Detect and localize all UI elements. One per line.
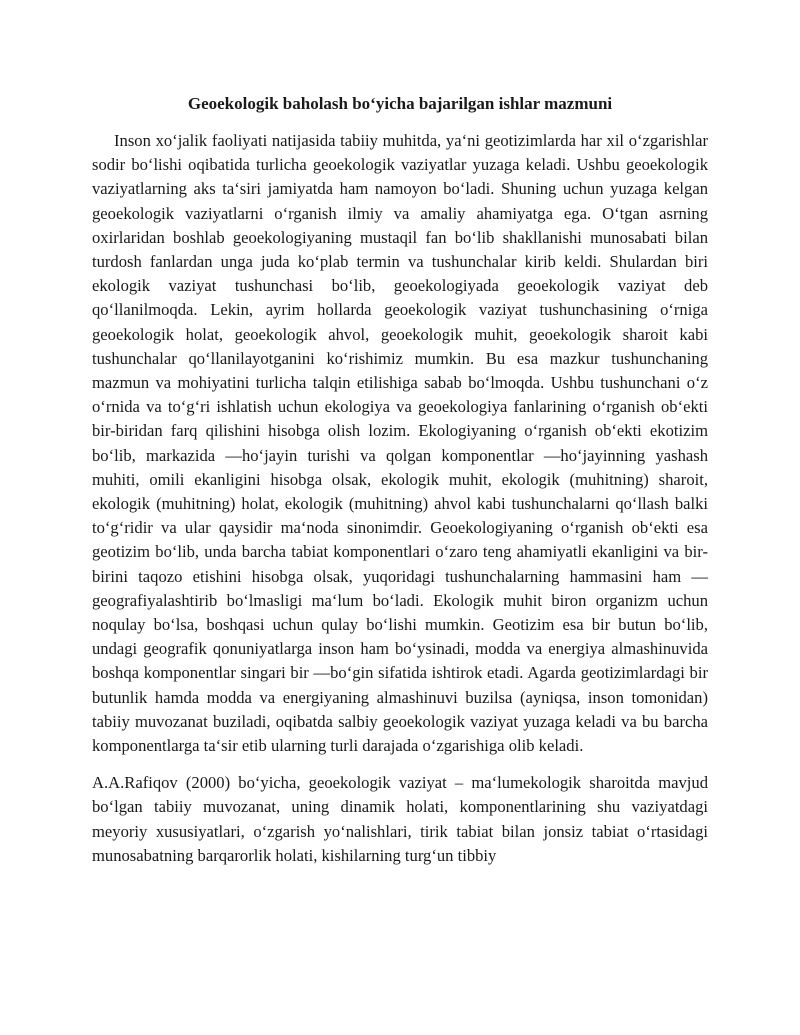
body-paragraph-1: Inson xo‘jalik faoliyati natijasida tabiiy muhitda, ya‘ni geotizimlarda har xil o‘zgarishlar sodir bo‘lishi oqibatida turlicha geoekologik vaziyatlar yuzaga keladi. Ushbu geoekologik vaziyatlarning aks ta‘siri jamiyatda ham namoyon bo‘ladi. Shuning uchun yuzaga kelgan geoekologik vaziyatlarni o‘rganish ilmiy va amaliy ahamiyatga ega. O‘tgan asrning oxirlaridan boshlab geoekologiyaning mustaqil fan bo‘lib shakllanishi munosabati bilan turdosh fanlardan unga juda ko‘plab termin va tushunchalar kirib keldi. Shulardan biri ekologik vaziyat tushunchasi bo‘lib, geoekologiyada geoekologik vaziyat deb qo‘llanilmoqda. Lekin, ayrim hollarda geoekologik vaziyat tushunchasining o‘rniga geoekologik holat, geoekologik ahvol, geoekologik muhit, geoekologik sharoit kabi tushunchalar qo‘llanilayotganini ko‘rishimiz mumkin. Bu esa mazkur tushunchaning mazmun va mohiyatini turlicha talqin etilishiga sabab bo‘lmoqda. Ushbu tushunchani o‘z o‘rnida va to‘g‘ri ishlatish uchun ekologiya va geoekologiya fanlarining o‘rganish ob‘ekti bir-biridan farq qilishini hisobga olish lozim. Ekologiyaning o‘rganish ob‘ekti ekotizim bo‘lib, markazida —ho‘jayin turishi va qolgan komponentlar —ho‘jayinning yashash muhiti, omili ekanligini hisobga olsak, ekologik muhit, ekologik (muhitning) sharoit, ekologik (muhitning) holat, ekologik (muhitning) ahvol kabi tushunchalarni qo‘llash balki to‘g‘ridir va ular qaysidir ma‘noda sinonimdir. Geoekologiyaning o‘rganish ob‘ekti esa geotizim bo‘lib, unda barcha tabiat komponentlari o‘zaro teng ahamiyatli ekanligini va bir-birini taqozo etishini hisobga olsak, yuqoridagi tushunchalarning hammasini ham — geografiyalashtirib bo‘lmasligi ma‘lum bo‘ladi. Ekologik muhit biron organizm uchun noqulay bo‘lsa, boshqasi uchun qulay bo‘lishi mumkin. Geotizim esa bir butun bo‘lib, undagi geografik qonuniyatlarga inson ham bo‘ysinadi, modda va energiya almashinuvida boshqa komponentlar singari bir —bo‘gin sifatida ishtirok etadi. Agarda geotizimlardagi bir butunlik hamda modda va energiyaning almashinuvi buzilsa (ayniqsa, inson tomonidan) tabiiy muvozanat buziladi, oqibatda salbiy geoekologik vaziyat yuzaga keladi va bu barcha komponentlarga ta‘sir etib ularning turli darajada o‘zgarishiga olib keladi. [92, 131, 708, 756]
body-paragraph-2: A.A.Rafiqov (2000) bo‘yicha, geoekologik vaziyat – ma‘lumekologik sharoitda mavjud bo‘lgan tabiiy muvozanat, uning dinamik holati, komponentlarining shu vaziyatdagi meyoriy xususiyatlari, o‘zgarish yo‘nalishlari, tirik tabiat bilan jonsiz tabiat o‘rtasidagi munosabatning barqarorlik holati, kishilarning turg‘un tibbiy [92, 773, 708, 865]
document-title: Geoekologik baholash bo‘yicha bajarilgan ishlar mazmuni [187, 94, 613, 113]
